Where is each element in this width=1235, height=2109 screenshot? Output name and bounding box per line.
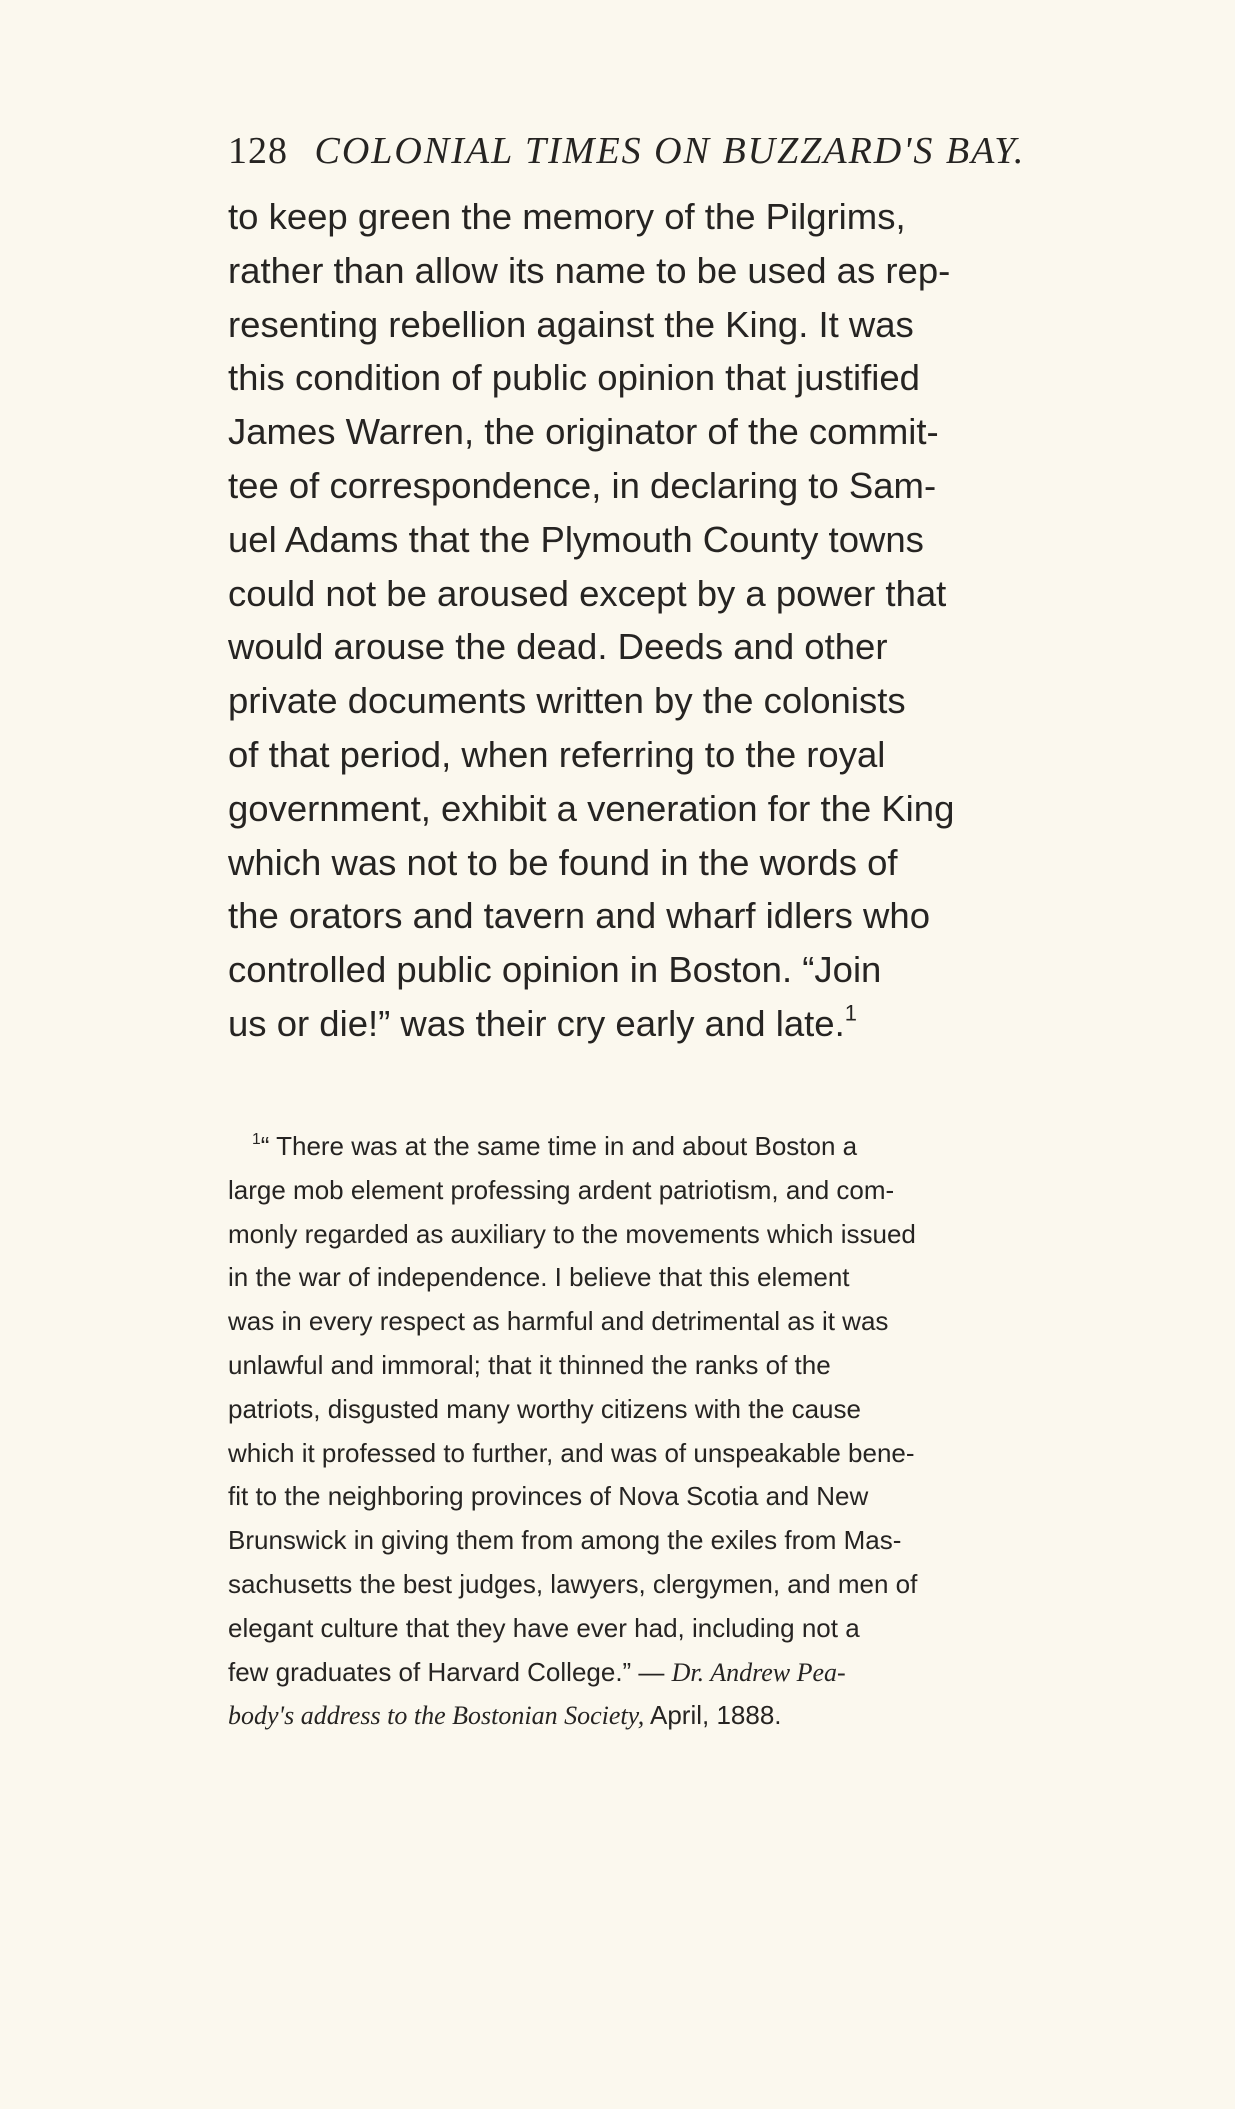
text-line: resenting rebellion against the King. It was bbox=[228, 303, 914, 345]
text-line: would arouse the dead. Deeds and other bbox=[228, 626, 888, 668]
footnote-line: elegant culture that they have ever had, including not a bbox=[228, 1612, 860, 1643]
text-line: which was not to be found in the words of bbox=[228, 841, 898, 883]
attribution-source: body's address to the Bostonian Society, bbox=[228, 1701, 645, 1731]
footnote-line: monly regarded as auxiliary to the movements which issued bbox=[228, 1218, 916, 1249]
running-header bbox=[228, 126, 1028, 176]
footnote-line: in the war of independence. I believe that this element bbox=[228, 1262, 850, 1293]
text-line: government, exhibit a veneration for the King bbox=[228, 787, 955, 829]
page-number: 128 bbox=[228, 130, 288, 172]
footnote-reference[interactable]: 1 bbox=[844, 1000, 857, 1026]
text-line: of that period, when referring to the royal bbox=[228, 733, 886, 775]
text-line: controlled public opinion in Boston. “Join bbox=[228, 949, 882, 991]
footnote-first-line bbox=[228, 1125, 1078, 1169]
main-text bbox=[228, 190, 1058, 1051]
text-line: the orators and tavern and wharf idlers who bbox=[228, 895, 931, 937]
footnote-marker: 1 bbox=[252, 1131, 261, 1149]
text-line: James Warren, the originator of the commit- bbox=[228, 411, 939, 453]
footnote-line: fit to the neighboring provinces of Nova Scotia and New bbox=[228, 1481, 869, 1512]
footnote-line: large mob element professing ardent patriotism, and com- bbox=[228, 1174, 895, 1205]
text-line: uel Adams that the Plymouth County towns bbox=[228, 518, 924, 560]
footnote-attribution-line bbox=[228, 1694, 1078, 1738]
footnote-line: was in every respect as harmful and detrimental as it was bbox=[228, 1306, 889, 1337]
last-line-text: us or die!” was their cry early and late. bbox=[228, 1002, 845, 1044]
footnote-line: patriots, disgusted many worthy citizens with the cause bbox=[228, 1393, 861, 1424]
attribution-lead: few graduates of Harvard College.” — bbox=[228, 1656, 672, 1687]
attribution-date: April, 1888. bbox=[644, 1700, 782, 1731]
running-title: COLONIAL TIMES ON BUZZARD'S BAY. bbox=[314, 130, 1026, 172]
footnote-text: “ There was at the same time in and about Boston a bbox=[260, 1131, 858, 1161]
footnote-attribution-line bbox=[228, 1651, 1078, 1695]
text-line: could not be aroused except by a power that bbox=[228, 572, 947, 614]
text-line: tee of correspondence, in declaring to Sam- bbox=[228, 464, 937, 506]
text-line: private documents written by the colonists bbox=[228, 680, 906, 722]
attribution-author: Dr. Andrew Pea- bbox=[671, 1657, 846, 1687]
footnote-line: unlawful and immoral; that it thinned the ranks of the bbox=[228, 1349, 831, 1380]
footnote-line: sachusetts the best judges, lawyers, clergymen, and men of bbox=[228, 1568, 918, 1599]
footnote-line: which it professed to further, and was of unspeakable bene- bbox=[228, 1437, 915, 1468]
text-line-last bbox=[228, 997, 1058, 1051]
text-line: to keep green the memory of the Pilgrims, bbox=[228, 196, 906, 237]
text-line: rather than allow its name to be used as rep- bbox=[228, 249, 951, 291]
footnote-line: Brunswick in giving them from among the exiles from Mas- bbox=[228, 1525, 902, 1556]
text-line: this condition of public opinion that justified bbox=[228, 357, 920, 399]
footnote bbox=[228, 1125, 1078, 1738]
